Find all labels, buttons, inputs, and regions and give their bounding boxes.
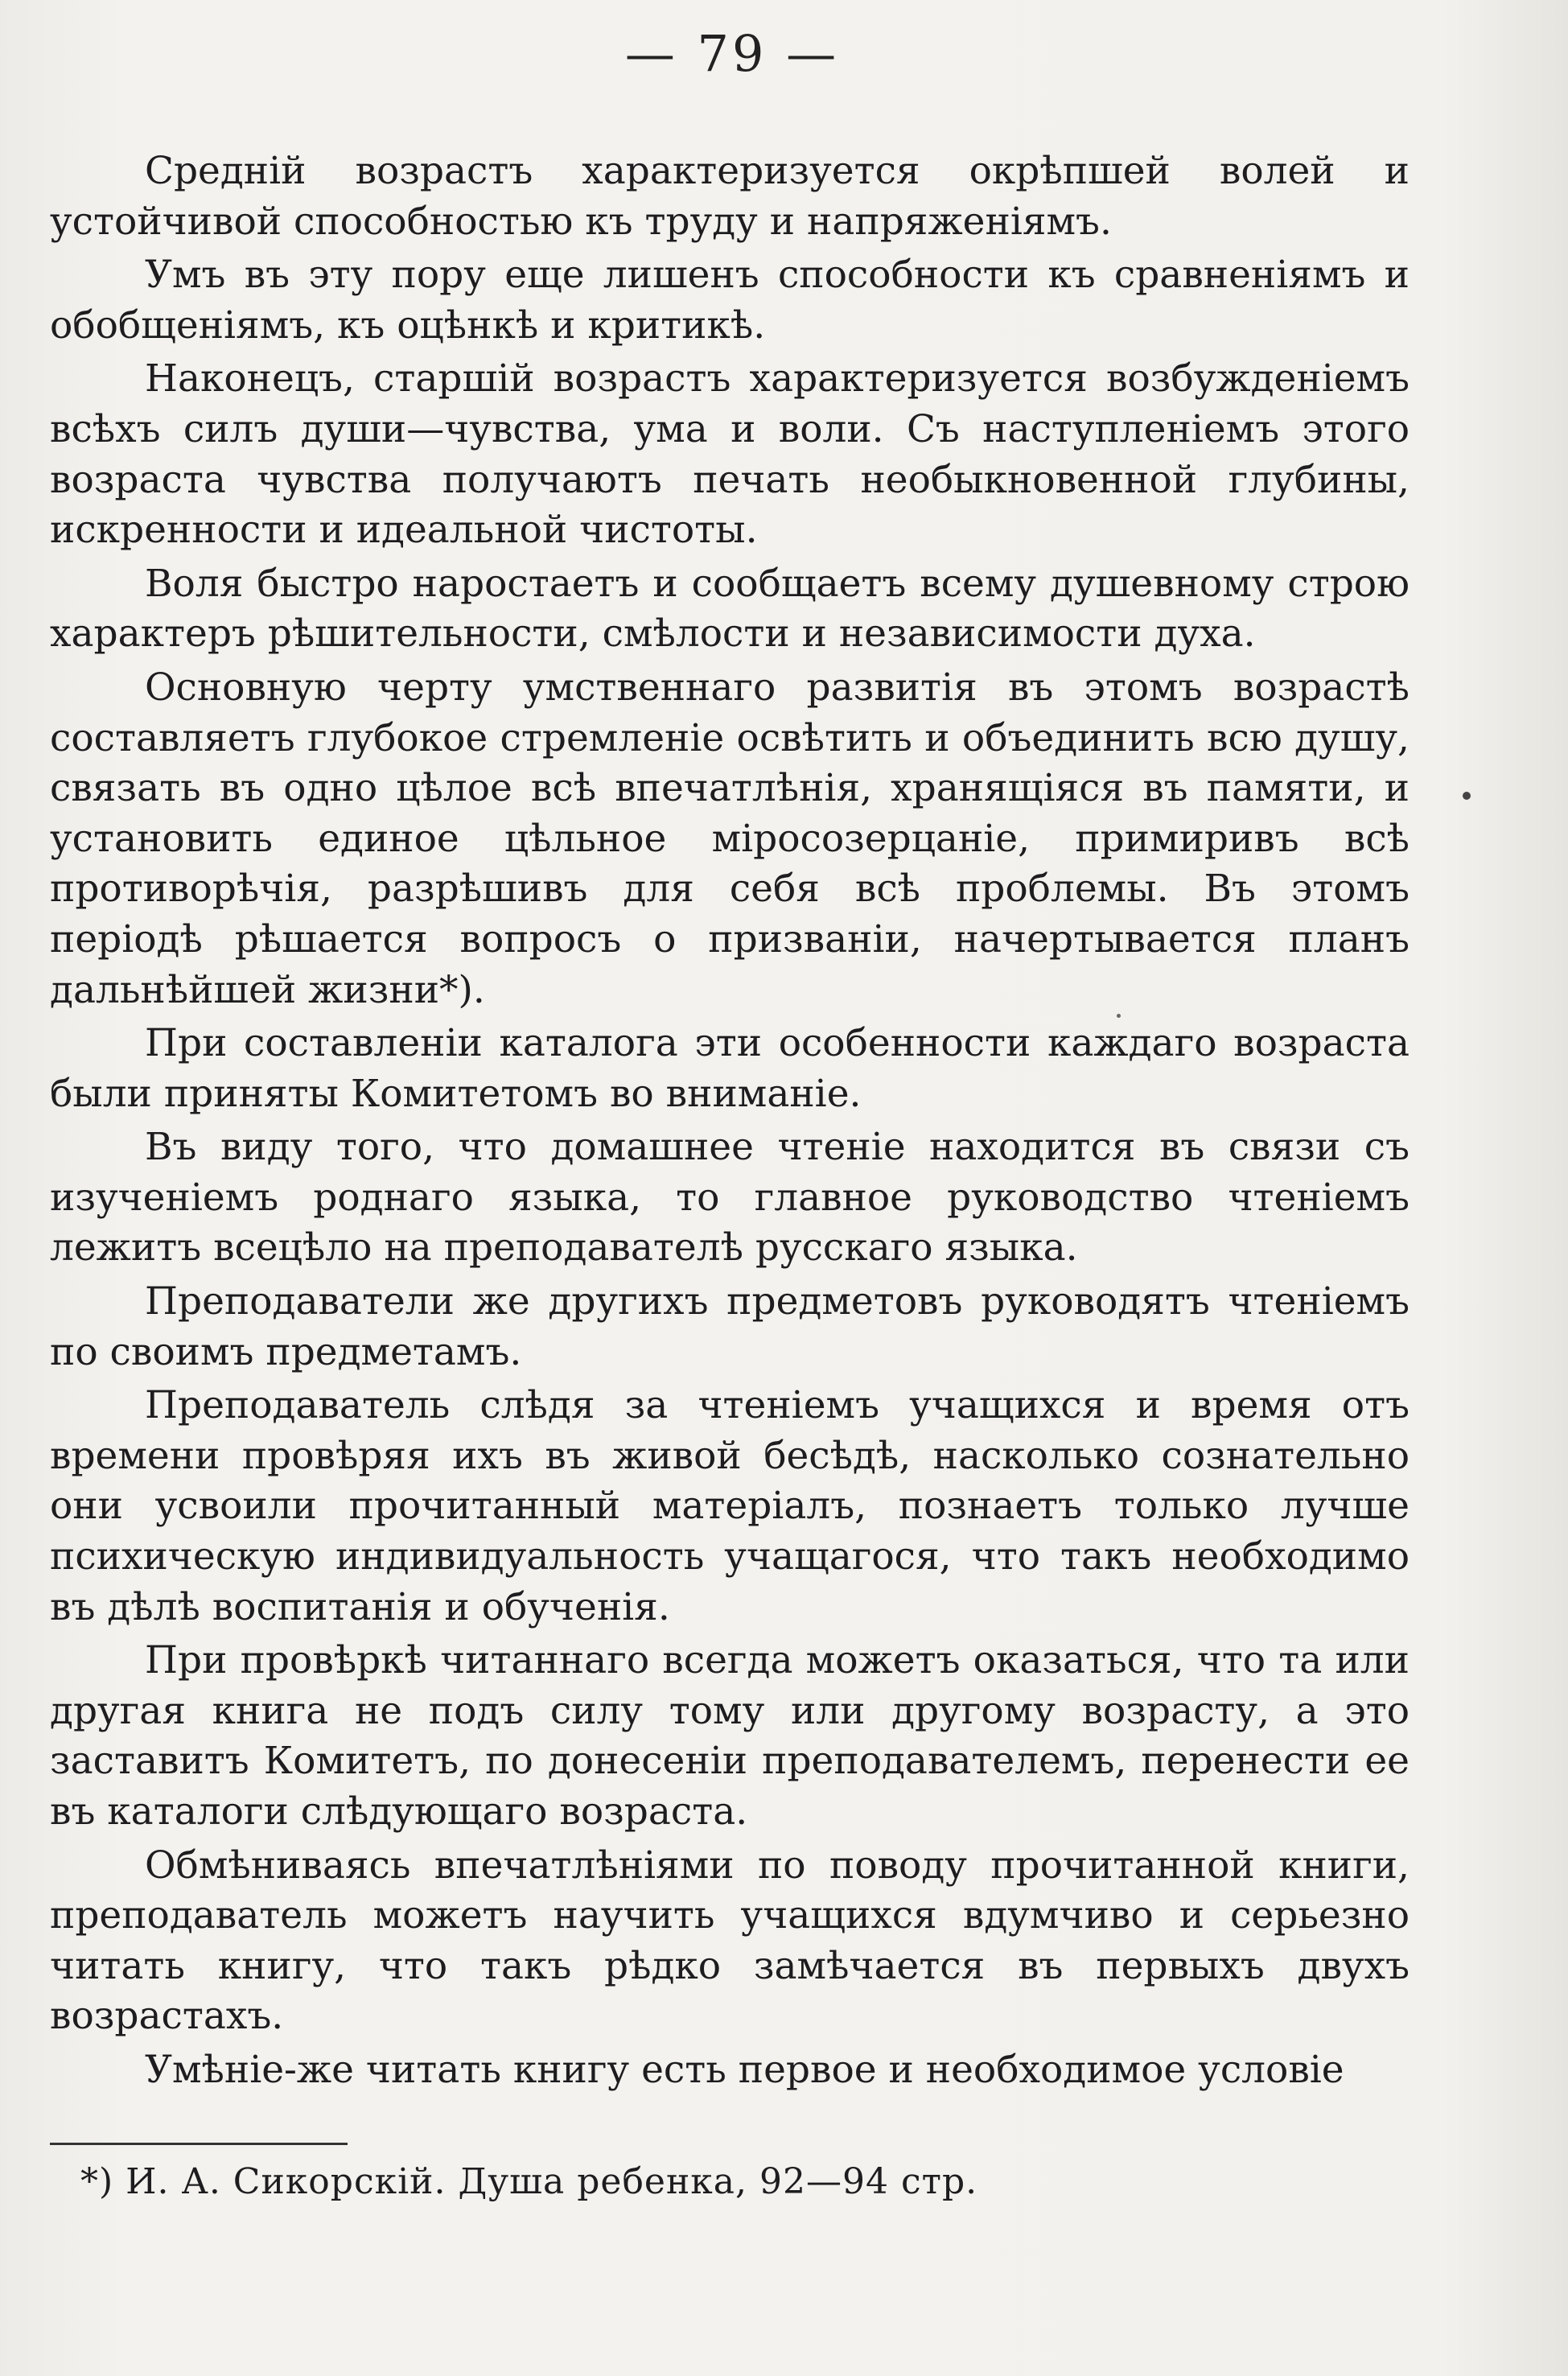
paragraph: Умѣніе-же читать книгу есть первое и необходимое условіе xyxy=(145,2047,1344,2092)
ink-speck xyxy=(1117,1014,1121,1018)
paragraph: Средній возрастъ характеризуется окрѣпшей волей и устойчивой способностью къ труду и напряженіямъ. xyxy=(50,149,1410,244)
paragraph: Умъ въ эту пору еще лишенъ способности къ сравненіямъ и обобщеніямъ, къ оцѣнкѣ и критикѣ. xyxy=(50,253,1410,348)
paragraph: Преподаватель слѣдя за чтеніемъ учащихся и время отъ времени провѣряя ихъ въ живой бесѣдѣ, насколько сознательно они усвоили прочитанный матеріалъ, познаетъ только лучше психическую индивидуальность учащагося, что такъ необходимо въ дѣлѣ воспитанія и обученія. xyxy=(50,1383,1410,1629)
body-text xyxy=(50,146,1410,2096)
ink-speck xyxy=(1463,792,1471,800)
footnote: *) И. А. Сикорскій. Душа ребенка, 92—94 стр. xyxy=(80,2161,978,2202)
footnote-divider xyxy=(50,2143,348,2145)
paragraph: Обмѣниваясь впечатлѣніями по поводу прочитанной книги, преподаватель можетъ научить учащихся вдумчиво и серьезно читать книгу, что такъ рѣдко замѣчается въ первыхъ двухъ возрастахъ. xyxy=(50,1843,1410,2039)
paragraph: Основную черту умственнаго развитія въ этомъ возрастѣ составляетъ глубокое стремленіе освѣтить и объединить всю душу, связать въ одно цѣлое всѣ впечатлѣнія, хранящіяся въ памяти, и установить единое цѣльное міросозерцаніе, примиривъ всѣ противорѣчія, разрѣшивъ для себя всѣ проблемы. Въ этомъ періодѣ рѣшается вопросъ о призваніи, начертывается планъ дальнѣйшей жизни*). xyxy=(50,665,1410,1012)
paragraph: Преподаватели же другихъ предметовъ руководятъ чтеніемъ по своимъ предметамъ. xyxy=(50,1279,1410,1374)
page-number: — 79 — xyxy=(624,24,840,83)
paragraph: Въ виду того, что домашнее чтеніе находится въ связи съ изученіемъ роднаго языка, то главное руководство чтеніемъ лежитъ всецѣло на преподавателѣ русскаго языка. xyxy=(50,1125,1410,1270)
paragraph: Воля быстро наростаетъ и сообщаетъ всему душевному строю характеръ рѣшительности, смѣлости и независимости духа. xyxy=(50,561,1410,657)
paragraph: При провѣркѣ читаннаго всегда можетъ оказаться, что та или другая книга не подъ силу тому или другому возрасту, а это заставитъ Комитетъ, по донесеніи преподавателемъ, перенести ее въ каталоги слѣдующаго возраста. xyxy=(50,1638,1410,1834)
paragraph: Наконецъ, старшій возрастъ характеризуется возбужденіемъ всѣхъ силъ души—чувства, ума и воли. Съ наступленіемъ этого возраста чувства получаютъ печать необыкновенной глубины, искренности и идеальной чистоты. xyxy=(50,356,1410,553)
paragraph: При составленіи каталога эти особенности каждаго возраста были приняты Комитетомъ во вниманіе. xyxy=(50,1021,1410,1116)
